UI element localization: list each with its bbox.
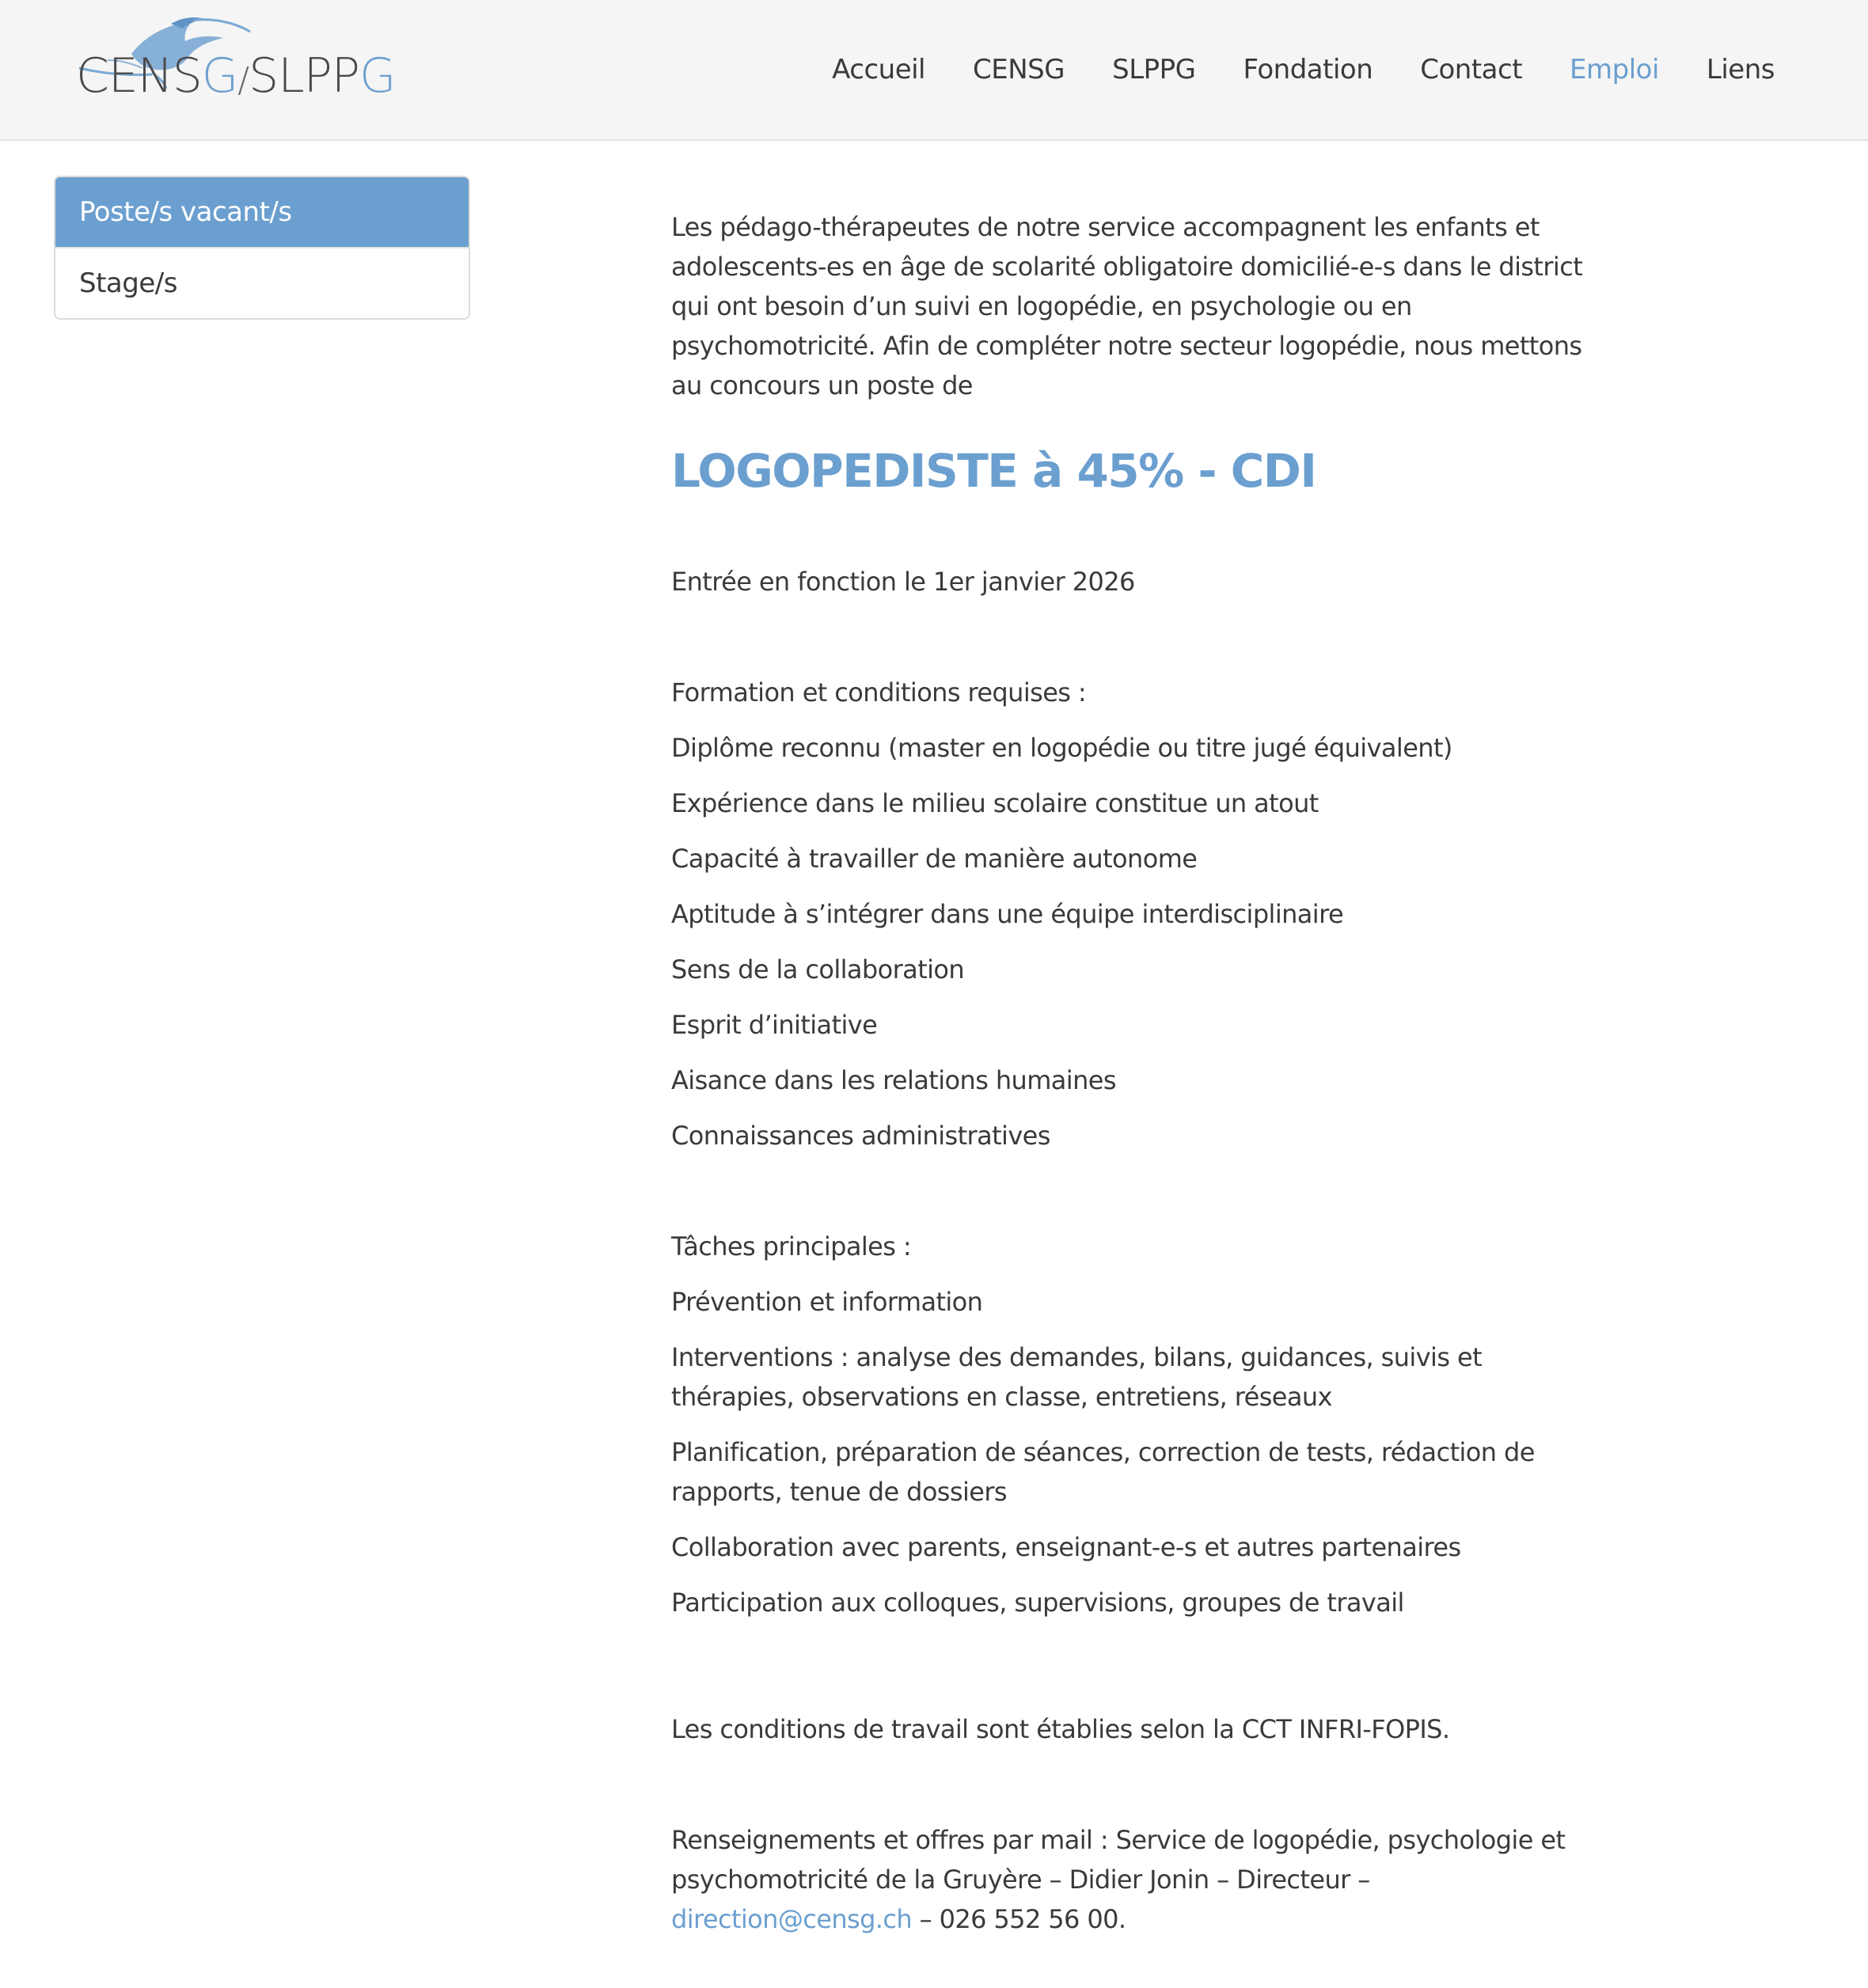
requirement-item: Diplôme reconnu (master en logopédie ou titre jugé équivalent) xyxy=(671,733,1452,763)
requirement-item: Aisance dans les relations humaines xyxy=(671,1065,1116,1095)
task-item: Prévention et information xyxy=(671,1287,983,1317)
logo-part-slpp: SLPP xyxy=(249,48,359,104)
tasks-heading: Tâches principales : xyxy=(671,1231,912,1261)
sidebar-item-stages[interactable]: Stage/s xyxy=(55,247,469,318)
requirement-item: Expérience dans le milieu scolaire constitue un atout xyxy=(671,788,1319,818)
nav-item-fondation[interactable]: Fondation xyxy=(1243,54,1373,85)
nav-item-slppg[interactable]: SLPPG xyxy=(1112,54,1196,85)
requirement-item: Connaissances administratives xyxy=(671,1121,1050,1151)
tasks-block xyxy=(671,1227,1605,1638)
main-content xyxy=(671,207,1605,1934)
intro-paragraph: Les pédago-thérapeutes de notre service accompagnent les enfants et adolescents-es en âge de scolarité obligatoire domicilié-e-s dans le district qui ont besoin d’un suivi en logopédie, en psychologie ou en psychomotricité. Afin de compléter notre secteur logopédie, nous mettons au concours un poste de xyxy=(671,212,1583,400)
task-item: Interventions : analyse des demandes, bilans, guidances, suivis et thérapies, observations en classe, entretiens, réseaux xyxy=(671,1342,1483,1412)
contact-suffix: – 026 552 56 00. xyxy=(912,1904,1126,1934)
logo-wordmark xyxy=(76,48,396,104)
contact-text xyxy=(671,1820,1605,1939)
requirements-heading: Formation et conditions requises : xyxy=(671,677,1087,708)
logo-slash: / xyxy=(237,60,249,101)
requirements-block xyxy=(671,673,1605,1171)
nav-item-liens[interactable]: Liens xyxy=(1706,54,1775,85)
contact-email-link[interactable]: direction@censg.ch xyxy=(671,1904,913,1934)
conditions-block xyxy=(671,1709,1605,1749)
job-title: LOGOPEDISTE à 45% - CDI xyxy=(671,444,1316,498)
site-header xyxy=(0,0,1868,141)
logo-part-g1: G xyxy=(201,48,238,104)
requirement-item: Esprit d’initiative xyxy=(671,1010,878,1040)
conditions-text: Les conditions de travail sont établies selon la CCT INFRI-FOPIS. xyxy=(671,1714,1450,1744)
sidebar-item-postes-vacants[interactable]: Poste/s vacant/s xyxy=(55,177,469,247)
main-nav xyxy=(784,0,1775,139)
contact-block xyxy=(671,1820,1605,1939)
nav-item-contact[interactable]: Contact xyxy=(1420,54,1523,85)
task-item: Collaboration avec parents, enseignant-e-s et autres partenaires xyxy=(671,1532,1461,1562)
contact-prefix: Renseignements et offres par mail : Service de logopédie, psychologie et psychomotricité de la Gruyère – Didier Jonin – Directeur – xyxy=(671,1825,1566,1895)
nav-item-accueil[interactable]: Accueil xyxy=(832,54,926,85)
logo-part-g2: G xyxy=(359,48,396,104)
logo-part-censg: CENS xyxy=(76,48,202,104)
requirement-item: Sens de la collaboration xyxy=(671,954,965,985)
sidebar-menu xyxy=(54,176,470,320)
nav-item-censg[interactable]: CENSG xyxy=(973,54,1065,85)
requirement-item: Capacité à travailler de manière autonome xyxy=(671,844,1198,874)
task-item: Planification, préparation de séances, correction de tests, rédaction de rapports, tenue de dossiers xyxy=(671,1437,1535,1507)
start-date: Entrée en fonction le 1er janvier 2026 xyxy=(671,567,1135,597)
start-date-block xyxy=(671,562,1605,601)
nav-item-emploi[interactable]: Emploi xyxy=(1570,54,1659,85)
requirement-item: Aptitude à s’intégrer dans une équipe interdisciplinaire xyxy=(671,899,1344,929)
task-item: Participation aux colloques, supervisions, groupes de travail xyxy=(671,1588,1404,1618)
